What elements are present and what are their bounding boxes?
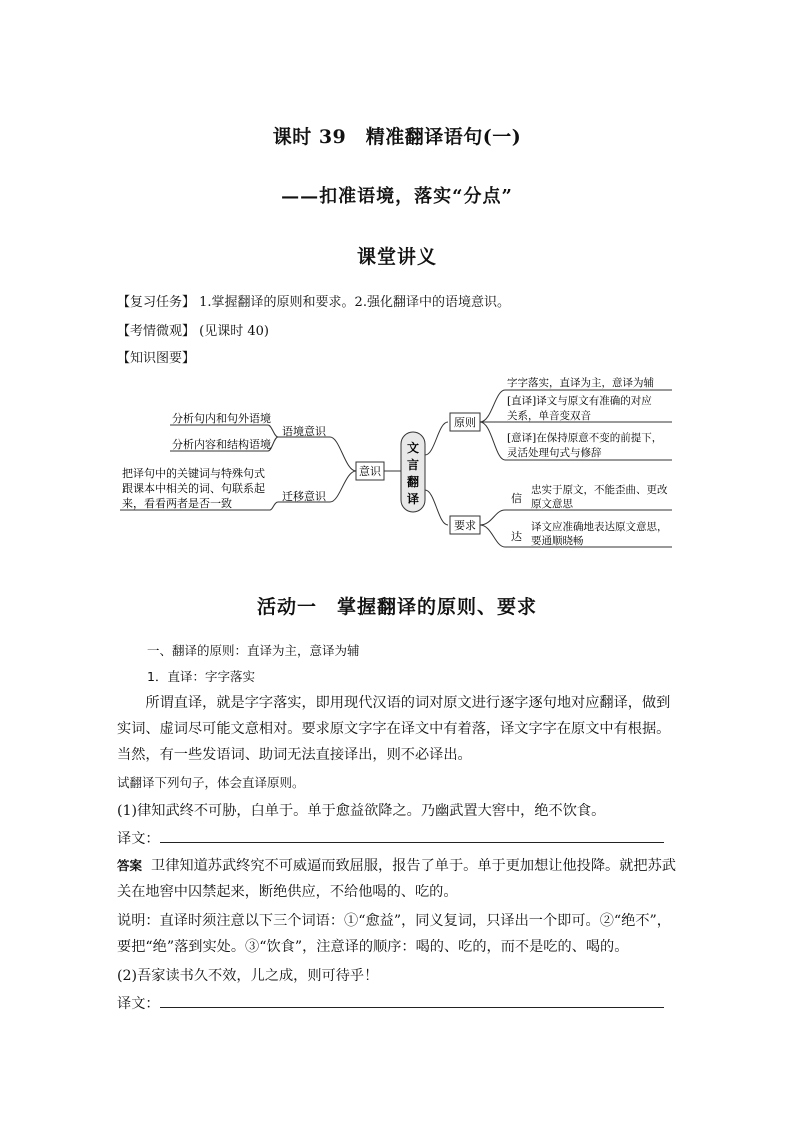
mindmap-transfer-leaf-3: 来，看看两者是否一致 <box>122 497 232 510</box>
translation-label-2: 译文： <box>117 996 160 1012</box>
knowledge-mindmap <box>0 365 794 565</box>
mindmap-req-xin-a: 忠实于原文，不能歪曲、更改 <box>531 484 668 496</box>
mindmap-center-char-4: 译 <box>406 492 420 506</box>
translation-label-1: 译文： <box>117 831 160 847</box>
mindmap-left-node: 意识 <box>359 465 381 478</box>
mindmap-req-key-xin: 信 <box>511 492 522 505</box>
principle-heading: 一、翻译的原则：直译为主，意译为辅 <box>147 643 360 658</box>
mindmap-transfer-label: 迁移意识 <box>282 490 326 503</box>
mindmap-center-char-2: 言 <box>406 458 420 472</box>
mindmap-principle-item-1: 字字落实，直译为主，意译为辅 <box>507 377 654 389</box>
answer-block <box>117 853 679 905</box>
translation-line-2 <box>117 991 677 1017</box>
translation-blank-2 <box>160 993 664 1008</box>
answer-label: 答案 <box>117 858 143 873</box>
note-block: 说明：直译时须注意以下三个词语：①“愈益”，同义复词，只译出一个即可。②“绝不”，要把“绝”落到实处。③“饮食”，注意译的顺序：喝的、吃的，而不是吃的、喝的。 <box>117 913 671 955</box>
question-2: (2)吾家读书久不效，儿之成，则可待乎！ <box>117 968 379 984</box>
mindmap-req-key-da: 达 <box>511 530 522 543</box>
literal-paragraph: 所谓直译，就是字字落实，即用现代汉语的词对原文进行逐字逐句地对应翻译，做到实词、虚词尽可能文意相对。要求原文字字在译文中有着落，译文字字在原文中有根据。当然，有一些发语词、助词无法直接译出，则不必译出。 <box>117 695 671 763</box>
mindmap-context-label: 语境意识 <box>282 425 326 438</box>
mindmap-context-leaf-1: 分析句内和句外语境 <box>172 412 271 425</box>
section-title: 课堂讲义 <box>356 246 437 268</box>
mindmap-principle-item-3b: 灵活处理句式与修辞 <box>507 447 602 459</box>
translation-blank-1 <box>160 828 664 843</box>
map-line <box>117 347 195 366</box>
mindmap-req-da-b: 要通顺晓畅 <box>531 535 584 547</box>
exam-label: 【考情微观】 <box>117 324 196 339</box>
question-1: (1)律知武终不可胁，白单于。单于愈益欲降之。乃幽武置大窖中，绝不饮食。 <box>117 803 606 819</box>
exam-line <box>117 320 269 339</box>
map-label: 【知识图要】 <box>117 351 196 366</box>
literal-heading: 1．直译：字字落实 <box>147 669 255 684</box>
mindmap-req-da-a: 译文应准确地表达原文意思， <box>531 521 668 533</box>
exercise-prompt: 试翻译下列句子，体会直译原则。 <box>117 775 305 790</box>
mindmap-transfer-leaf-1: 把译句中的关键词与特殊句式 <box>122 467 265 480</box>
mindmap-principle-item-2b: 关系，单音变双音 <box>507 410 591 422</box>
review-task-label: 【复习任务】 <box>117 295 196 310</box>
mindmap-principle-item-2a: [直译]译文与原文有准确的对应 <box>507 395 652 407</box>
mindmap-context-leaf-2: 分析内容和结构语境 <box>172 438 271 451</box>
mindmap-req-xin-b: 原文意思 <box>531 498 573 510</box>
review-task-text: 1.掌握翻译的原则和要求。2.强化翻译中的语境意识。 <box>199 295 510 310</box>
activity-title: 活动一 掌握翻译的原则、要求 <box>256 596 537 618</box>
mindmap-transfer-leaf-2: 跟课本中相关的词、句联系起 <box>122 482 265 495</box>
answer-text: 卫律知道苏武终究不可威逼而致屈服，报告了单于。单于更加想让他投降。就把苏武关在地窖中囚禁起来，断绝供应，不给他喝的、吃的。 <box>117 858 676 900</box>
exam-text: (见课时 40) <box>199 324 269 339</box>
lesson-title: 课时 39 精准翻译语句(一) <box>272 126 522 148</box>
mindmap-requirement-label: 要求 <box>454 519 476 532</box>
lesson-subtitle: ——扣准语境，落实“分点” <box>281 186 513 207</box>
mindmap-center-char-1: 文 <box>406 441 420 455</box>
review-task-line <box>117 291 510 310</box>
mindmap-principle-label: 原则 <box>454 416 476 429</box>
mindmap-principle-item-3a: [意译]在保持原意不变的前提下， <box>507 432 663 444</box>
mindmap-center-char-3: 翻 <box>406 475 420 489</box>
translation-line-1 <box>117 826 677 852</box>
